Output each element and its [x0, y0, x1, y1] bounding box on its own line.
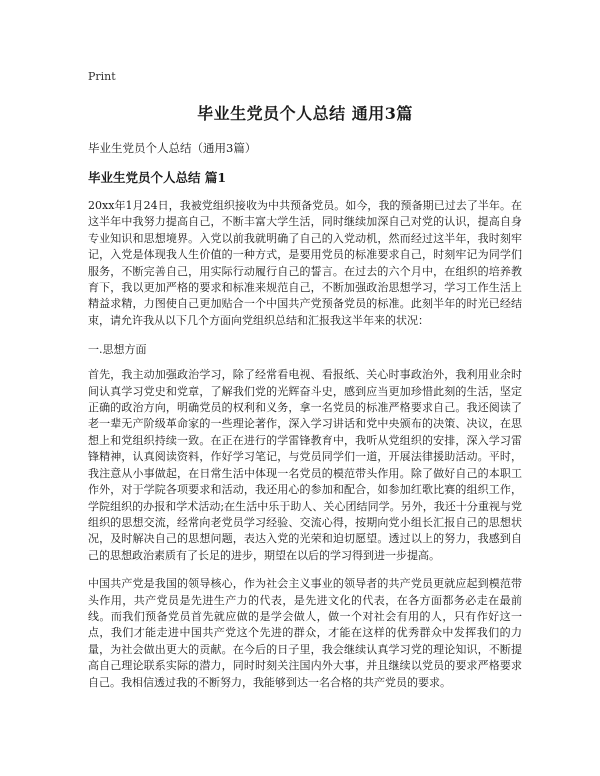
document-subtitle: 毕业生党员个人总结（通用3篇）: [88, 141, 257, 155]
heading-ideology: 一.思想方面: [88, 343, 147, 357]
paragraph-conclusion: 中国共产党是我国的领导核心，作为社会主义事业的领导者的共产党员更就应起到模范带头作用，共产党员是先进生产力的代表，是先进文化的代表，在各方面都务必走在最前线。而我们预备党员首先就应做的是学会做人，做一个对社会有用的人，只有作好这一点，我们才能走进中国共产党这个先进的群众，才能在这样的优秀群众中发挥我们的力量，为社会做出更大的贡献。在今后的日子里，我会继续认真学习党的理论知识，不断提高自己理论联系实际的潜力，同时时刻关注国内外大事，并且继续以党员的要求严格要求自己。我相信透过我的不断努力，我能够到达一名合格的共产党员的要求。: [88, 577, 522, 689]
paragraph-ideology: 首先，我主动加强政治学习，除了经常看电视、看报纸、关心时事政治外，我利用业余时间认真学习党史和党章，了解我们党的光辉奋斗史，感到应当更加珍惜此刻的生活，坚定正确的政治方向，明确党员的权利和义务，拿一名党员的标准严格要求自己。我还阅读了老一辈无产阶级革命家的一些理论著作，深入学习讲话和党中央颁布的决策、决议，在思想上和党组织持续一致。在正在进行的学雷锋教育中，我听从党组织的安排，深入学习雷锋精神，认真阅读资料，作好学习笔记，与党员同学们一道，开展法律援助活动。平时，我注意从小事做起，在日常生活中体现一名党员的模范带头作用。除了做好自己的本职工作外，对于学院各项要求和活动，我还用心的参加和配合，如参加红歌比赛的组织工作，学院组织的办报和学术活动;在生活中乐于助人、关心团结同学。另外，我还十分重视与党组织的思想交流，经常向老党员学习经验、交流心得，按期向党小组长汇报自己的思想状况，及时解决自己的思想问题，表达入党的光荣和迫切愿望。透过以上的努力，我感到自己的思想政治素质有了长足的进步，期望在以后的学习得到进一步提高。: [88, 368, 522, 562]
paragraph-intro: 20xx年1月24日，我被党组织接收为中共预备党员。如今，我的预备期已过去了半年。在这半年中我努力提高自己，不断丰富大学生活，同时继续加深自己对党的认识，提高自身专业知识和思想境界。入党以前我就明确了自己的入党动机，然而经过这半年，我时刻牢记，入党是体现我人生价值的一种方式，是要用党员的标准要求自己，时刻牢记为同学们服务，不断完善自己，用实际行动履行自己的誓言。在过去的六个月中，在组织的培养教育下，我以更加严格的要求和标准来规范自己，不断加强政治思想学习，学习工作生活上精益求精，力图使自己更加贴合一个中国共产党预备党员的标准。此刻半年的时光已经结束，请允许我从以下几个方面向党组织总结和汇报我这半年来的状况：: [88, 199, 522, 327]
document-page: [88, 70, 522, 703]
document-title: 毕业生党员个人总结 通用3篇: [197, 104, 413, 123]
print-link[interactable]: Print: [88, 70, 116, 83]
section-title: 毕业生党员个人总结 篇1: [88, 170, 227, 185]
